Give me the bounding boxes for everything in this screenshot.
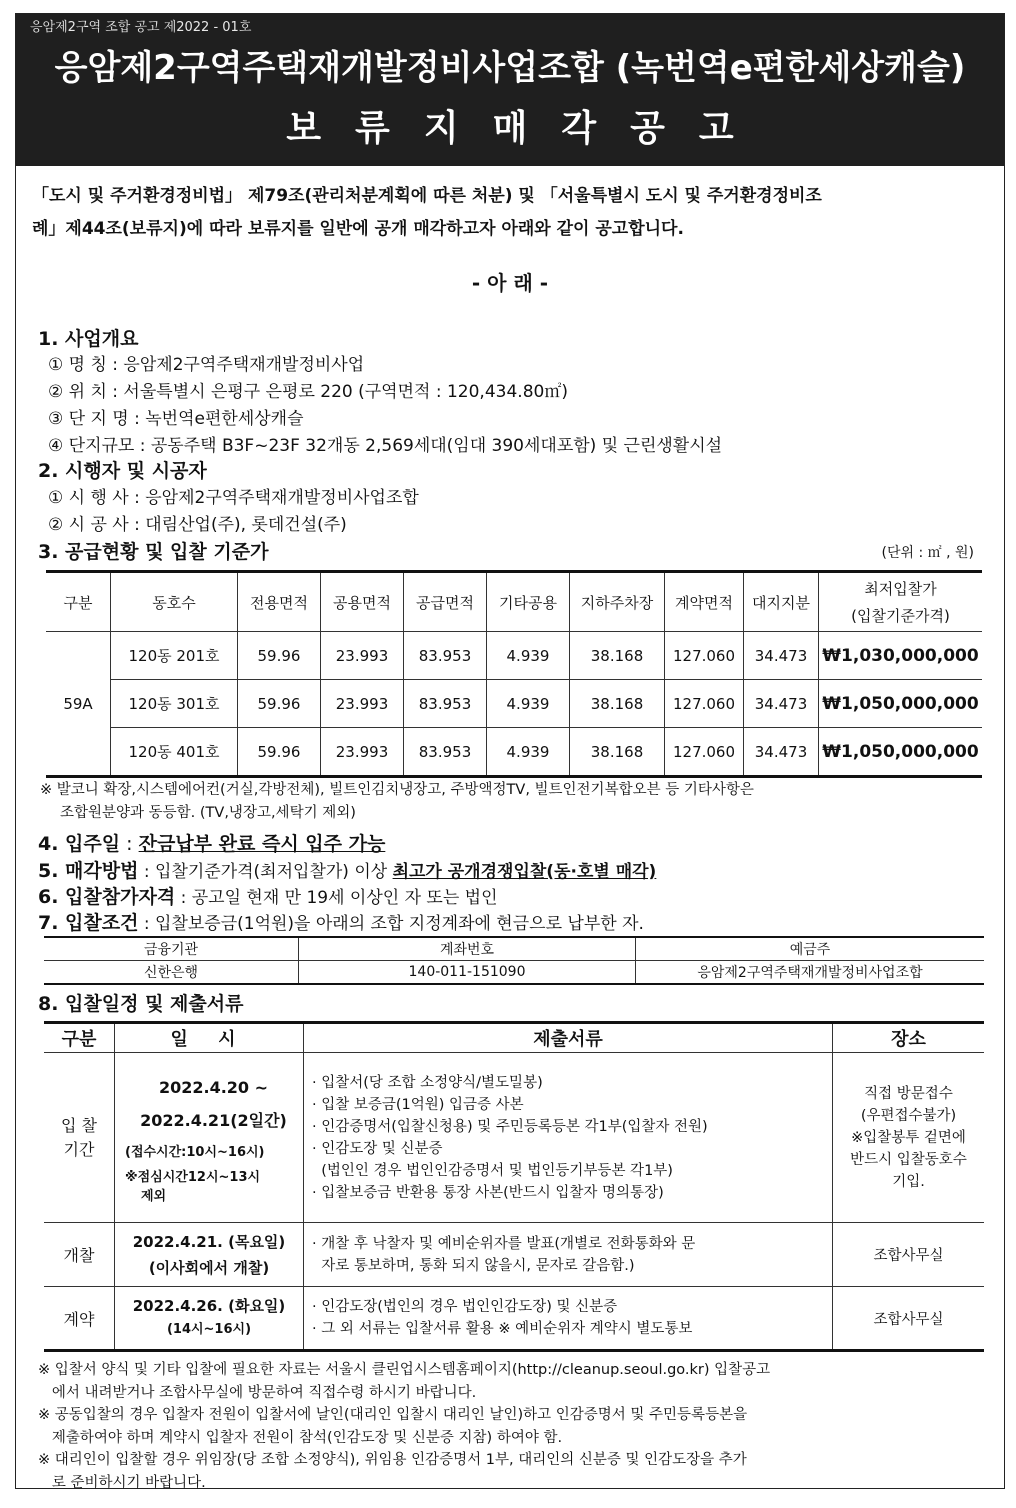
- section-5: [38, 856, 656, 883]
- contract-date-cell: [115, 1287, 304, 1351]
- footer-note-line: ※ 대리인이 입찰할 경우 위임장(당 조합 소정양식), 위임용 인감증명서 1부, 대리인의 신분증 및 인감도장을 추가: [38, 1452, 747, 1468]
- price-header: 최저입찰가: [864, 580, 937, 598]
- data-cell: 34.473: [744, 728, 819, 777]
- doc-item: · 입찰보증금 반환용 통장 사본(반드시 입찰자 명의통장): [312, 1184, 664, 1201]
- section-4-value: 잔금납부 완료 즉시 입주 가능: [138, 833, 386, 855]
- data-cell: 34.473: [744, 632, 819, 680]
- col-header: 장소: [833, 1023, 985, 1053]
- doc-item: · 그 외 서류는 입찰서류 활용 ※ 예비순위자 계약시 별도통보: [312, 1321, 693, 1337]
- bid-place-cell: [833, 1053, 985, 1223]
- section-4-title: 4. 입주일: [38, 833, 121, 855]
- price-cell: ₩1,050,000,000: [819, 728, 983, 777]
- col-header: 공용면적: [321, 572, 404, 632]
- bid-time-2: ※점심시간12시~13시: [125, 1170, 261, 1185]
- doc-item: · 인감증명서(입찰신청용) 및 주민등록등본 각1부(입찰자 전원): [312, 1118, 708, 1135]
- section-1-item: ① 명 칭 : 응암제2구역주택재개발정비사업: [48, 355, 365, 375]
- section-2-title: 2. 시행자 및 시공자: [38, 460, 207, 482]
- doc-item: (법인인 경우 법인인감증명서 및 법인등기부등본 각1부): [312, 1162, 673, 1179]
- section-3-title: 3. 공급현황 및 입찰 기준가: [38, 541, 269, 563]
- price-cell: ₩1,050,000,000: [819, 680, 983, 728]
- section-6: [38, 882, 498, 909]
- contract-docs-cell: [304, 1287, 833, 1351]
- footer-note-line: 에서 내려받거나 조합사무실에 방문하여 직접수령 하시기 바랍니다.: [38, 1384, 477, 1401]
- section-1-title: 1. 사업개요: [38, 328, 139, 350]
- intro-line-2: 례」제44조(보류지)에 따라 보류지를 일반에 공개 매각하고자 아래와 같이 공고합니다.: [32, 219, 684, 239]
- place-line: (우편접수불가): [860, 1107, 957, 1124]
- unit-cell: 120동 401호: [111, 728, 238, 777]
- section-6-title: 6. 입찰참가자격: [38, 886, 176, 908]
- data-cell: 59.96: [238, 632, 321, 680]
- type-cell: 59A: [46, 632, 111, 777]
- section-4: [38, 829, 385, 856]
- section-5-text: : 입찰기준가격(최저입찰가) 이상: [138, 862, 393, 882]
- doc-item: 자로 통보하며, 통화 되지 않을시, 문자로 갈음함.): [312, 1257, 635, 1274]
- col-header: 구분: [44, 1023, 115, 1053]
- table-row: [46, 632, 982, 680]
- notice-subtitle: 보류지매각공고: [286, 108, 768, 149]
- supply-table: [46, 570, 982, 778]
- doc-item: · 인감도장(법인의 경우 법인인감도장) 및 신분증: [312, 1299, 618, 1315]
- bid-label-2: 기간: [63, 1139, 95, 1159]
- doc-item: · 개찰 후 낙찰자 및 예비순위자를 발표(개별로 전화통화와 문: [312, 1235, 696, 1252]
- section-6-text: : 공고일 현재 만 19세 이상인 자 또는 법인: [175, 888, 498, 908]
- doc-item: · 입찰서(당 조합 소정양식/별도밀봉): [312, 1074, 543, 1091]
- supply-note-line-1: ※ 발코니 확장,시스템에어컨(거실,각방전체), 빌트인김치냉장고, 주방액정TV, 빌트인전기복합오븐 등 기타사항은: [40, 782, 754, 798]
- col-header: 구분: [46, 572, 111, 632]
- data-cell: 23.993: [321, 680, 404, 728]
- unit-cell: 120동 301호: [111, 680, 238, 728]
- ahrae-heading: - 아 래 -: [471, 271, 549, 295]
- footer-note-line: 제출하여야 하며 계약시 입찰자 전원이 참석(인감도장 및 신분증 지참) 하여야 함.: [38, 1429, 563, 1446]
- unit-cell: 120동 201호: [111, 632, 238, 680]
- notice-page: [15, 13, 1005, 1489]
- place-line: ※입찰봉투 겉면에: [851, 1129, 966, 1146]
- section-2-item: ① 시 행 사 : 응암제2구역주택재개발정비사업조합: [48, 488, 419, 508]
- footer-note-line: 로 준비하시기 바랍니다.: [38, 1474, 206, 1491]
- data-cell: 38.168: [570, 632, 665, 680]
- place-line: 기입.: [892, 1173, 925, 1190]
- open-date-1: 2022.4.21. (목요일): [132, 1232, 286, 1251]
- notice-code: 응암제2구역 조합 공고 제2022 - 01호: [30, 20, 252, 35]
- footer-note-line: ※ 입찰서 양식 및 기타 입찰에 필요한 자료는 서울시 클린업시스템홈페이지(http://cleanup.seoul.go.kr) 입찰공고: [38, 1362, 771, 1378]
- data-cell: 127.060: [665, 728, 744, 777]
- table-row: [44, 1287, 984, 1351]
- intro-paragraph: [32, 180, 988, 246]
- col-header: 일 시: [115, 1023, 304, 1053]
- data-cell: 59.96: [238, 728, 321, 777]
- data-cell: 83.953: [404, 728, 487, 777]
- data-cell: 23.993: [321, 728, 404, 777]
- place-line: 직접 방문접수: [864, 1085, 953, 1102]
- schedule-table: [44, 1021, 984, 1352]
- bid-time-3: 제외: [141, 1189, 167, 1204]
- data-cell: 83.953: [404, 680, 487, 728]
- data-cell: 4.939: [487, 728, 570, 777]
- table-row: [44, 1053, 984, 1223]
- section-2-item: ② 시 공 사 : 대림산업(주), 롯데건설(주): [48, 515, 347, 535]
- bid-date-cell: [115, 1053, 304, 1223]
- section-1-item: ③ 단 지 명 : 녹번역e편한세상캐슬: [48, 409, 304, 429]
- col-header: 지하주차장: [570, 572, 665, 632]
- open-docs-cell: [304, 1223, 833, 1287]
- col-header-price: [819, 572, 983, 632]
- col-header: 대지지분: [744, 572, 819, 632]
- data-cell: 59.96: [238, 680, 321, 728]
- contract-place-cell: 조합사무실: [833, 1287, 985, 1351]
- notice-title: 응암제2구역주택재개발정비사업조합 (녹번역e편한세상캐슬): [54, 48, 966, 88]
- section-8-title: 8. 입찰일정 및 제출서류: [38, 993, 244, 1015]
- data-cell: 127.060: [665, 632, 744, 680]
- section-7-title: 7. 입찰조건: [38, 912, 139, 934]
- doc-item: · 입찰 보증금(1억원) 입금증 사본: [312, 1096, 524, 1113]
- col-header: 동호수: [111, 572, 238, 632]
- table-row: [46, 728, 982, 777]
- notice-header: [16, 14, 1004, 166]
- col-header: 공급면적: [404, 572, 487, 632]
- table-row: [44, 961, 984, 985]
- section-7-text: : 입찰보증금(1억원)을 아래의 조합 지정계좌에 현금으로 납부한 자.: [138, 914, 644, 934]
- intro-line-1: 「도시 및 주거환경정비법」 제79조(관리처분계획에 따른 처분) 및 「서울특별시 도시 및 주거환경정비조: [32, 186, 822, 206]
- data-cell: 83.953: [404, 632, 487, 680]
- doc-item: · 인감도장 및 신분증: [312, 1140, 443, 1157]
- section-5-title: 5. 매각방법: [38, 860, 139, 882]
- open-label-cell: 개찰: [44, 1223, 115, 1287]
- contract-date-1: 2022.4.26. (화요일): [132, 1297, 286, 1315]
- place-line: 반드시 입찰동호수: [850, 1151, 967, 1168]
- data-cell: 23.993: [321, 632, 404, 680]
- contract-date-2: (14시~16시): [166, 1322, 252, 1337]
- bid-label-1: 입 찰: [61, 1115, 97, 1135]
- section-1-item: ④ 단지규모 : 공동주택 B3F~23F 32개동 2,569세대(임대 390세대포함) 및 근린생활시설: [48, 436, 723, 456]
- supply-note-line-2: 조합원분양과 동등함. (TV,냉장고,세탁기 제외): [60, 805, 356, 821]
- footer-note-line: ※ 공동입찰의 경우 입찰자 전원이 입찰서에 날인(대리인 입찰시 대리인 날인)하고 인감증명서 및 주민등록등본을: [38, 1407, 748, 1423]
- col-header: 전용면적: [238, 572, 321, 632]
- data-cell: 38.168: [570, 728, 665, 777]
- table-row: [46, 680, 982, 728]
- price-subheader: (입찰기준가격): [851, 607, 950, 625]
- section-1-item: ② 위 치 : 서울특별시 은평구 은평로 220 (구역면적 : 120,434.80㎡): [48, 382, 568, 402]
- bid-date-2: 2022.4.21(2일간): [140, 1111, 287, 1130]
- account-holder-cell: 응암제2구역주택재개발정비사업조합: [636, 961, 985, 985]
- bid-time-1: (접수시간:10시~16시): [125, 1145, 265, 1160]
- bid-date-1: 2022.4.20 ~: [158, 1078, 269, 1097]
- open-place-cell: 조합사무실: [833, 1223, 985, 1287]
- data-cell: 4.939: [487, 680, 570, 728]
- data-cell: 34.473: [744, 680, 819, 728]
- bid-label-cell: [44, 1053, 115, 1223]
- open-date-cell: [115, 1223, 304, 1287]
- col-header: 계약면적: [665, 572, 744, 632]
- data-cell: 38.168: [570, 680, 665, 728]
- unit-label: (단위 : ㎡ , 원): [881, 545, 974, 561]
- footer-notes: [38, 1359, 770, 1494]
- account-table: [44, 936, 984, 985]
- section-7: [38, 908, 644, 935]
- bid-docs-cell: [304, 1053, 833, 1223]
- section-4-sep: :: [120, 833, 139, 855]
- col-header: 기타공용: [487, 572, 570, 632]
- col-header: 예금주: [636, 937, 985, 961]
- col-header: 제출서류: [304, 1023, 833, 1053]
- contract-label-cell: 계약: [44, 1287, 115, 1351]
- col-header: 금융기관: [44, 937, 299, 961]
- data-cell: 4.939: [487, 632, 570, 680]
- account-number-cell: 140-011-151090: [299, 961, 636, 985]
- bank-cell: 신한은행: [44, 961, 299, 985]
- price-cell: ₩1,030,000,000: [819, 632, 983, 680]
- open-date-2: (이사회에서 개찰): [148, 1258, 270, 1277]
- supply-note: [40, 779, 754, 825]
- table-row: [44, 1223, 984, 1287]
- col-header: 계좌번호: [299, 937, 636, 961]
- section-5-value: 최고가 공개경쟁입찰(동·호별 매각): [392, 862, 657, 882]
- data-cell: 127.060: [665, 680, 744, 728]
